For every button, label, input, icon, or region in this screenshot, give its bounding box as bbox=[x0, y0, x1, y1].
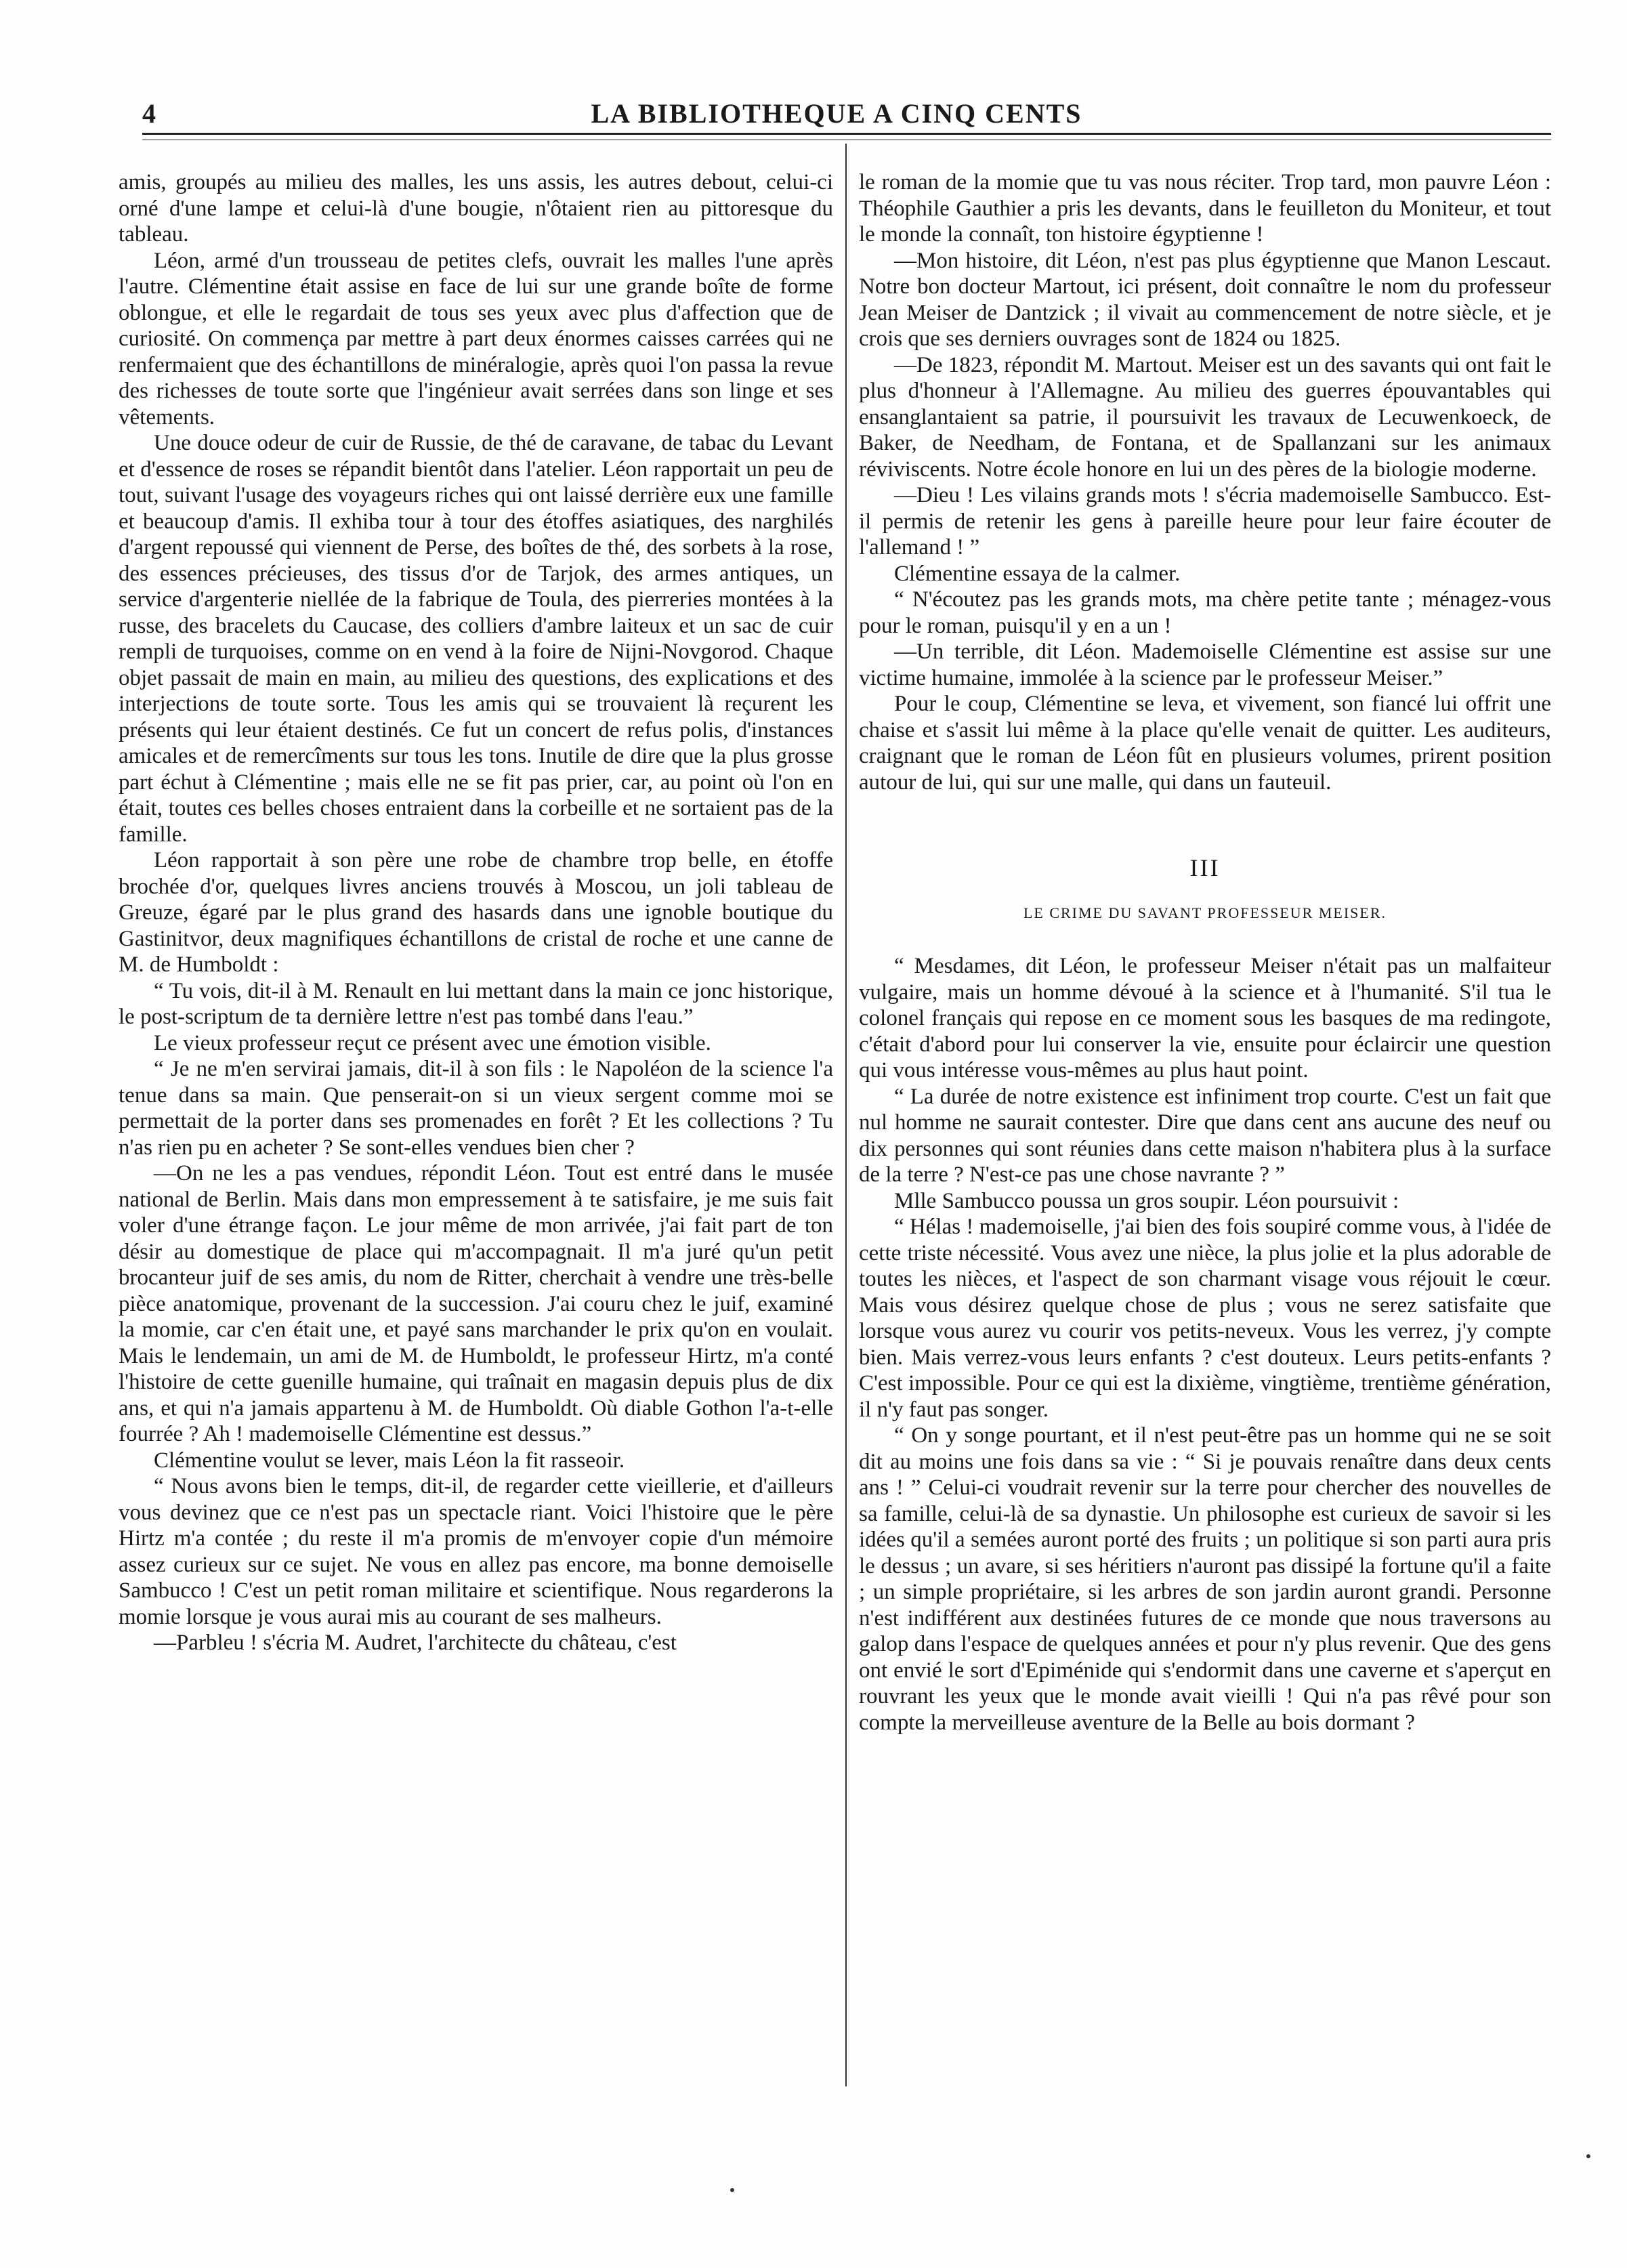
paragraph: —Mon histoire, dit Léon, n'est pas plus égyptienne que Manon Lescaut. Notre bon docteur Martout, ici présent, doit connaître le nom du professeur Jean Meiser de Dantzick ; il vivait au commencement de notre siècle, et je crois que ses derniers ouvrages sont de 1824 ou 1825. bbox=[859, 248, 1551, 351]
paragraph: “ On y songe pourtant, et il n'est peut-être pas un homme qui ne se soit dit au moins une fois dans sa vie : “ Si je pouvais renaître dans deux cents ans ! ” Celui-ci voudrait revenir sur la terre pour chercher des nouvelles de sa famille, celui-là de sa dynastie. Un philosophe est curieux de savoir si les idées qu'il a semées auront porté des fruits ; un politique si son parti aura pris le dessus ; un avare, si ses héritiers n'auront pas dissipé la fortune qu'il a faite ; un simple propriétaire, si les arbres de son jardin auront grandi. Personne n'est indifférent aux destinées futures de ce monde que nous traversons au galop dans l'espace de quelques années et pour n'y plus revenir. Que des gens ont envié le sort d'Epiménide qui s'endormit dans une caverne et s'aperçut en rouvrant les yeux que le monde avait vieilli ! Qui n'a pas rêvé pour son compte la merveilleuse aventure de la Belle au bois dormant ? bbox=[859, 1423, 1551, 1735]
running-title: LA BIBLIOTHEQUE A CINQ CENTS bbox=[591, 98, 1082, 129]
paragraph: —Dieu ! Les vilains grands mots ! s'écria mademoiselle Sambucco. Est-il permis de retenir les gens à pareille heure pour leur faire écouter de l'allemand ! ” bbox=[859, 483, 1551, 560]
left-column bbox=[119, 169, 833, 1656]
paragraph: Le vieux professeur reçut ce présent avec une émotion visible. bbox=[154, 1030, 711, 1055]
paragraph: Une douce odeur de cuir de Russie, de thé de caravane, de tabac du Levant et d'essence de roses se répandit bientôt dans l'atelier. Léon rapportait un peu de tout, suivant l'usage des voyageurs riches qui ont laissé derrière eux une famille et beaucoup d'amis. Il exhiba tour à tour des étoffes asiatiques, des narghilés d'argent repoussé qui viennent de Perse, des boîtes de thé, des sorbets à la rose, des essences précieuses, des tissus d'or de Tarjok, des armes antiques, un service d'argenterie niellée de la fabrique de Toula, des pierreries montées à la russe, des bracelets du Caucase, des colliers d'ambre laiteux et un sac de cuir rempli de turquoises, comme on en vend à la foire de Nijni-Novgorod. Chaque objet passait de main en main, au milieu des questions, des explications et des interjections de toute sorte. Tous les amis qui se trouvaient là reçurent les présents qui leur étaient destinés. Ce fut un concert de refus polis, d'instances amicales et de remercîments sur tous les tons. Inutile de dire que la plus grosse part échut à Clémentine ; mais elle ne se fit pas prier, car, au point où l'on en était, toutes ces belles choses entraient dans la corbeille et ne sortaient pas de la famille. bbox=[119, 431, 833, 847]
paragraph: “ Hélas ! mademoiselle, j'ai bien des fois soupiré comme vous, à l'idée de cette triste nécessité. Vous avez une nièce, la plus jolie et la plus adorable de toutes les nièces, et l'aspect de son charmant visage vous réjouit le cœur. Mais vous désirez quelque chose de plus ; vous ne serez satisfaite que lorsque vous aurez vu courir vos petits-neveux. Vous les verrez, j'y compte bien. Mais verrez-vous leurs enfants ? c'est douteux. Leurs petits-enfants ? C'est impossible. Pour ce qui est la dixième, vingtième, trentième génération, il n'y faut pas songer. bbox=[859, 1215, 1551, 1422]
paragraph: “ Mesdames, dit Léon, le professeur Meiser n'était pas un malfaiteur vulgaire, mais un homme dévoué à la science et à l'humanité. S'il tua le colonel français qui repose en ce moment sous les basques de ma redingote, c'était d'abord pour lui conserver la vie, ensuite pour éclaircir une question qui vous intéresse vous-mêmes au plus haut point. bbox=[859, 954, 1551, 1083]
paragraph: Mlle Sambucco poussa un gros soupir. Léon poursuivit : bbox=[894, 1188, 1399, 1213]
page-number: 4 bbox=[142, 98, 156, 129]
paragraph: “ La durée de notre existence est infiniment trop courte. C'est un fait que nul homme ne saurait contester. Dire que dans cent ans aucune des neuf ou dix personnes qui sont réunies dans cette maison n'habitera plus à la surface de la terre ? N'est-ce pas une chose navrante ? ” bbox=[859, 1084, 1551, 1187]
paragraph: —Parbleu ! s'écria M. Audret, l'architecte du château, c'est bbox=[154, 1631, 677, 1655]
paragraph: “ Je ne m'en servirai jamais, dit-il à son fils : le Napoléon de la science l'a tenue dans sa main. Que penserait-on si un vieux sergent comme moi se permettait de la porter dans ses promenades en forêt ? Et les collections ? Tu n'as rien pu en acheter ? Se sont-elles vendues bien cher ? bbox=[119, 1057, 833, 1160]
paragraph: Pour le coup, Clémentine se leva, et vivement, son fiancé lui offrit une chaise et s'assit lui même à la place qu'elle venait de quitter. Les auditeurs, craignant que le roman de Léon fût en plusieurs volumes, prirent position autour de lui, qui sur une malle, qui dans un fauteuil. bbox=[859, 692, 1551, 795]
paragraph: “ Tu vois, dit-il à M. Renault en lui mettant dans la main ce jonc historique, le post-scriptum de ta dernière lettre n'est pas tombé dans l'eau.” bbox=[119, 978, 833, 1029]
section-title: LE CRIME DU SAVANT PROFESSEUR MEISER. bbox=[1023, 904, 1387, 921]
paragraph: amis, groupés au milieu des malles, les uns assis, les autres debout, celui-ci orné d'une lampe et celui-là d'une bougie, n'ôtaient rien au pittoresque du tableau. bbox=[119, 170, 833, 247]
right-column bbox=[859, 169, 1551, 1736]
paragraph: Clémentine voulut se lever, mais Léon la fit rasseoir. bbox=[154, 1448, 625, 1473]
paragraph: —De 1823, répondit M. Martout. Meiser est un des savants qui ont fait le plus d'honneur à l'Allemagne. Au milieu des guerres épouvantables qui ensanglantaient sa patrie, il poursuivit les travaux de Lecuwenkoeck, de Baker, de Needham, de Fontana, et de Spallanzani sur les animaux réviviscents. Notre école honore en lui un des pères de la biologie moderne. bbox=[859, 352, 1551, 482]
paragraph: le roman de la momie que tu vas nous réciter. Trop tard, mon pauvre Léon : Théophile Gauthier a pris les devants, dans le feuilleton du Moniteur, et tout le monde la connaît, ton histoire égyptienne ! bbox=[859, 170, 1551, 247]
paragraph: “ N'écoutez pas les grands mots, ma chère petite tante ; ménagez-vous pour le roman, puisqu'il y en a un ! bbox=[859, 587, 1551, 638]
paragraph: Clémentine essaya de la calmer. bbox=[894, 561, 1181, 586]
print-speck bbox=[1586, 2154, 1590, 2158]
paragraph: —On ne les a pas vendues, répondit Léon. Tout est entré dans le musée national de Berlin. Mais dans mon empressement à te satisfaire, je me suis fait voler d'une étrange façon. Le jour même de mon arrivée, j'ai fait part de ton désir au domestique de place qui m'accompagnait. Il m'a juré qu'un petit brocanteur juif de ses amis, du nom de Ritter, cherchait à vendre une très-belle pièce anatomique, provenant de la succession. J'ai couru chez le juif, examiné la momie, car c'en était une, et payé sans marchander le prix qu'on en voulait. Mais le lendemain, un ami de M. de Humboldt, le professeur Hirtz, m'a conté l'histoire de cette guenille humaine, qui traînait en magasin depuis plus de dix ans, et qui n'a jamais appartenu à M. de Humboldt. Où diable Gothon l'a-t-elle fourrée ? Ah ! mademoiselle Clémentine est dessus.” bbox=[119, 1161, 833, 1446]
column-divider bbox=[845, 144, 847, 2086]
print-speck bbox=[730, 2188, 734, 2192]
paragraph: Léon rapportait à son père une robe de chambre trop belle, en étoffe brochée d'or, quelques livres anciens trouvés à Moscou, un joli tableau de Greuze, égaré par le plus grand des hasards dans une ignoble boutique du Gastinitvor, deux magnifiques échantillons de cristal de roche et une canne de M. de Humboldt : bbox=[119, 848, 833, 977]
header-rule-thick bbox=[142, 133, 1551, 135]
section-number: III bbox=[1189, 854, 1221, 881]
paragraph: Léon, armé d'un trousseau de petites clefs, ouvrait les malles l'une après l'autre. Clémentine était assise en face de lui sur une grande boîte de forme oblongue, et elle le regardait de tous ses yeux avec plus d'affection que de curiosité. On commença par mettre à part deux énormes caisses carrées qui ne renfermaient que des échantillons de minéralogie, après quoi l'on passa la revue des richesses de toute sorte que l'ingénieur avait serrées dans son linge et ses vêtements. bbox=[119, 248, 833, 429]
paragraph: “ Nous avons bien le temps, dit-il, de regarder cette vieillerie, et d'ailleurs vous devinez que ce n'est pas un spectacle riant. Voici l'histoire que le père Hirtz m'a contée ; du reste il m'a promis de m'envoyer copie d'un mémoire assez curieux sur ce sujet. Ne vous en allez pas encore, ma bonne demoiselle Sambucco ! C'est un petit roman militaire et scientifique. Nous regarderons la momie lorsque je vous aurai mis au courant de ses malheurs. bbox=[119, 1474, 833, 1629]
paragraph: —Un terrible, dit Léon. Mademoiselle Clémentine est assise sur une victime humaine, immolée à la science par le professeur Meiser.” bbox=[859, 639, 1551, 690]
